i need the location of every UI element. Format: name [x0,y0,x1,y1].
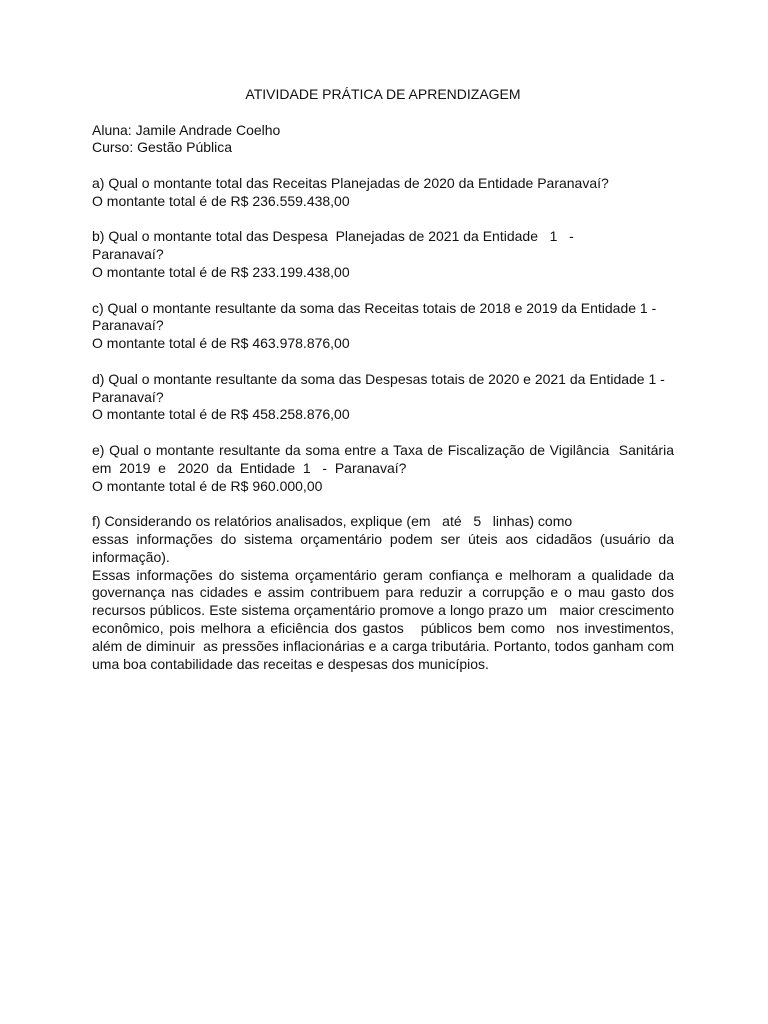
document-page [92,86,678,673]
question-c: c) Qual o montante resultante da soma das Receitas totais de 2018 e 2019 da Entidade 1 - Paranavaí? [92,299,657,334]
question-f-rest: essas informações do sistema orçamentário podem ser úteis aos cidadãos (usuário da informação). [92,530,674,565]
course-name: Curso: Gestão Pública [92,139,233,156]
document-title: ATIVIDADE PRÁTICA DE APRENDIZAGEM [245,86,521,102]
answer-b: O montante total é de R$ 233.199.438,00 [92,263,350,280]
question-a: a) Qual o montante total das Receitas Planejadas de 2020 da Entidade Paranavaí? [92,174,609,191]
question-d: d) Qual o montante resultante da soma das Despesas totais de 2020 e 2021 da Entidade 1 - Paranavaí? [92,370,665,405]
question-e-block [92,441,678,495]
question-b-block [92,228,674,281]
question-b-line1: b) Qual o montante total das Despesa Planejadas de 2021 da Entidade 1 - [92,228,574,245]
question-f-line1: f) Considerando os relatórios analisados, explique (em até 5 linhas) como [92,513,573,530]
question-a-block [92,175,674,211]
answer-e: O montante total é de R$ 960.000,00 [92,477,323,494]
question-c-block [92,300,674,353]
question-e: e) Qual o montante resultante da soma entre a Taxa de Fiscalização de Vigilância Sanitária em 2019 e 2020 da Entidade 1 - Paranavaí? [92,441,678,476]
answer-a: O montante total é de R$ 236.559.438,00 [92,192,350,209]
question-d-block [92,371,674,424]
answer-c: O montante total é de R$ 463.978.876,00 [92,335,350,352]
question-f-block [92,513,678,673]
answer-f: Essas informações do sistema orçamentário geram confiança e melhoram a qualidade da governança nas cidades e assim contribuem para reduzir a corrupção e o mau gasto dos recursos públicos. Este sistema orçamentário promove a longo prazo um maior crescimento econômico, pois melhora a eficiência dos gastos públicos bem como nos investimentos, além de diminuir as pressões inflacionárias e a carga tributária. Portanto, todos ganham com uma boa contabilidade das receitas e despesas dos municípios. [92,566,678,672]
question-b-line2: Paranavaí? [92,246,164,263]
answer-d: O montante total é de R$ 458.258.876,00 [92,406,350,423]
student-name: Aluna: Jamile Andrade Coelho [92,121,281,138]
